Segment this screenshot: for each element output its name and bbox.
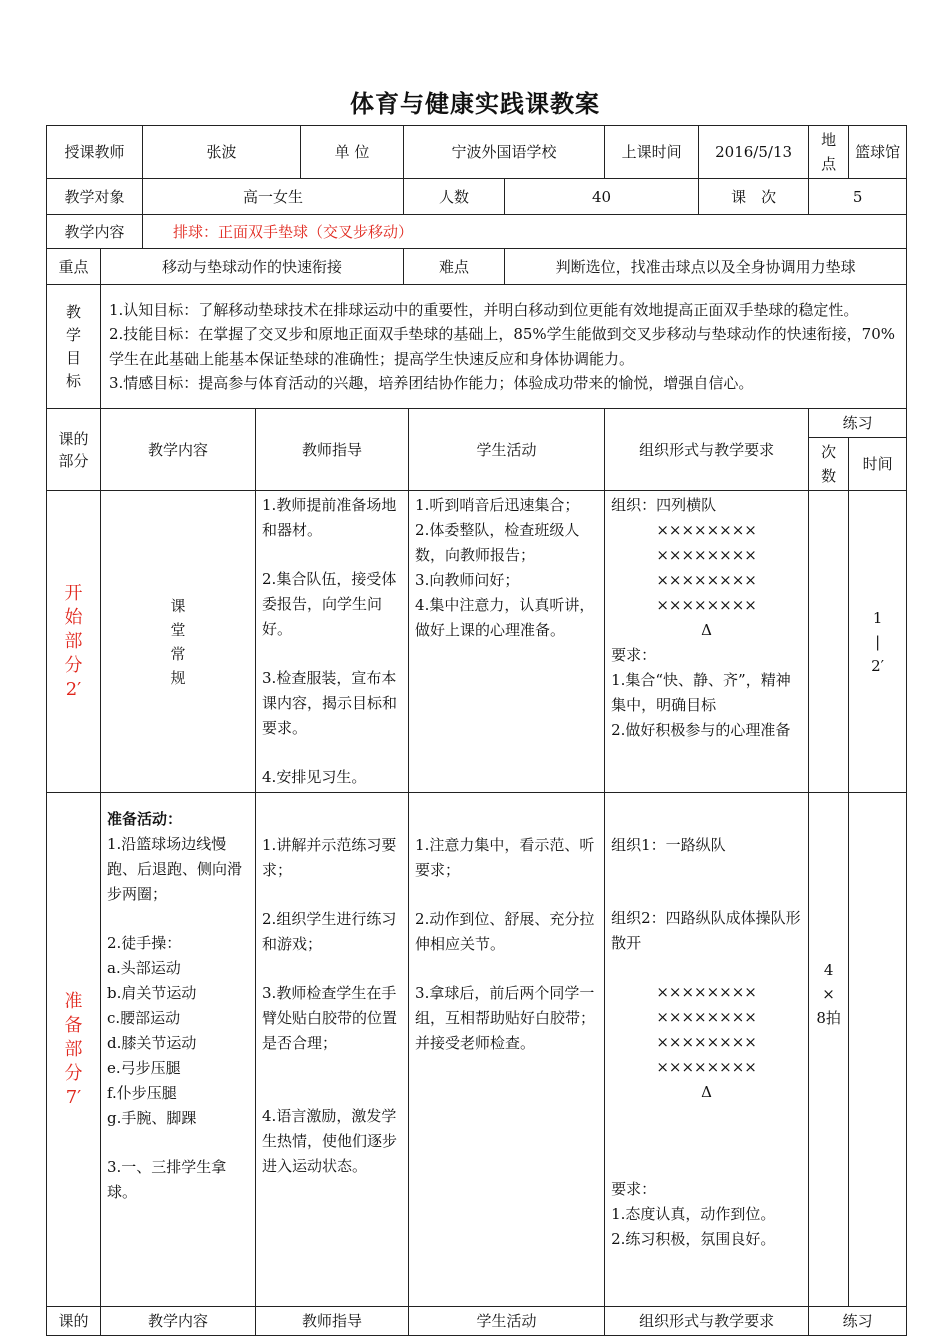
- goal-skill: 2.技能目标：在掌握了交叉步和原地正面双手垫球的基础上，85%学生能做到交叉步移动与垫球动作的快速衔接，70%学生在此基础上能基本保证垫球的准确性；提高学生快速反应和身体协调能力。: [109, 325, 895, 368]
- prep-req: 1.态度认真，动作到位。: [611, 1205, 776, 1223]
- teacher-position-mark: Δ: [701, 621, 712, 639]
- header-duration: 时间: [849, 438, 907, 491]
- prep-part-char: 准: [64, 990, 83, 1012]
- start-student-item: 4.集中注意力，认真听讲，做好上课的心理准备。: [415, 596, 595, 639]
- prep-req-label: 要求：: [611, 1180, 657, 1198]
- start-teacher: [256, 491, 409, 793]
- prep-teacher-item: 2.组织学生进行练习和游戏；: [262, 910, 397, 953]
- object-label: 教学对象: [47, 179, 143, 215]
- prep-content-item: g.手腕、脚踝: [107, 1109, 197, 1127]
- goals-content: [101, 285, 907, 409]
- start-teacher-item: 3.检查服装，宣布本课内容，揭示目标和要求。: [262, 669, 398, 737]
- prep-part-row: [47, 793, 907, 1307]
- start-duration-char: 2′: [871, 656, 885, 675]
- content-value: 排球：正面双手垫球（交叉步移动）: [143, 215, 907, 249]
- header-practice: 练习: [809, 409, 907, 438]
- start-part-row: [47, 491, 907, 793]
- prep-student-item: 1.注意力集中，看示范、听要求；: [415, 836, 595, 879]
- footer-header-row: [47, 1307, 907, 1336]
- place-value: 篮球馆: [849, 126, 907, 179]
- start-req-label: 要求：: [611, 646, 657, 664]
- prep-teacher-item: 3.教师检查学生在手臂处贴白胶带的位置是否合理；: [262, 984, 398, 1052]
- header-content: 教学内容: [101, 409, 256, 491]
- teacher-value: 张波: [143, 126, 301, 179]
- prep-student: [409, 793, 605, 1307]
- start-duration: [849, 491, 907, 793]
- start-teacher-item: 2.集合队伍，接受体委报告，向学生问好。: [262, 570, 397, 638]
- prep-content-title: 准备活动：: [107, 810, 183, 828]
- start-student-item: 1.听到哨音后迅速集合；: [415, 496, 580, 514]
- prep-org-1: 组织1：一路纵队: [611, 836, 726, 854]
- prep-content-item: 1.沿篮球场边线慢跑、后退跑、侧向滑步两圈；: [107, 835, 243, 903]
- formation-row: ××××××××: [656, 1008, 757, 1026]
- goal-cognitive: 1.认知目标：了解移动垫球技术在排球运动中的重要性，并明白移动到位更能有效地提高正面双手垫球的稳定性。: [109, 300, 859, 319]
- prep-content: [101, 793, 256, 1307]
- start-part-char: 分: [64, 654, 83, 676]
- lesson-value: 5: [809, 179, 907, 215]
- info-row-1: [47, 126, 907, 179]
- info-row-2: [47, 179, 907, 215]
- prep-times: [809, 793, 849, 1307]
- formation-row: ××××××××: [656, 571, 757, 589]
- start-teacher-item: 4.安排见习生。: [262, 768, 367, 786]
- prep-part-char: 7′: [65, 1086, 82, 1108]
- start-duration-char: 1: [872, 608, 883, 627]
- prep-content-item: c.腰部运动: [107, 1009, 181, 1027]
- start-part-char: 始: [64, 606, 83, 628]
- header-org: 组织形式与教学要求: [605, 409, 809, 491]
- goals-label-char: 学: [65, 325, 81, 344]
- header-teacher: 教师指导: [256, 409, 409, 491]
- formation-row: ××××××××: [656, 596, 757, 614]
- prep-content-item: d.膝关节运动: [107, 1034, 197, 1052]
- prep-duration: [849, 793, 907, 1307]
- prep-times-char: 4: [823, 961, 834, 979]
- start-content-char: 常: [170, 644, 186, 663]
- start-student: [409, 491, 605, 793]
- prep-content-item: f.仆步压腿: [107, 1084, 177, 1102]
- footer-org: 组织形式与教学要求: [605, 1307, 809, 1336]
- prep-content-item: b.肩关节运动: [107, 984, 197, 1002]
- start-req: 2.做好积极参与的心理准备: [611, 721, 791, 739]
- prep-req: 2.练习积极，氛围良好。: [611, 1230, 776, 1248]
- key-value: 移动与垫球动作的快速衔接: [101, 249, 404, 285]
- start-content-char: 规: [170, 668, 186, 687]
- start-teacher-item: 1.教师提前准备场地和器材。: [262, 496, 397, 539]
- unit-label: 单 位: [301, 126, 404, 179]
- section-header-row: [47, 409, 907, 438]
- object-value: 高一女生: [143, 179, 404, 215]
- prep-part-char: 分: [64, 1062, 83, 1084]
- start-org: [605, 491, 809, 793]
- start-times: [809, 491, 849, 793]
- formation-row: ××××××××: [656, 1033, 757, 1051]
- prep-content-item: 3.一、三排学生拿球。: [107, 1158, 227, 1201]
- diff-label: 难点: [404, 249, 505, 285]
- count-label: 人数: [404, 179, 505, 215]
- goals-label-char: 教: [65, 302, 81, 321]
- footer-content: 教学内容: [101, 1307, 256, 1336]
- start-org-title: 组织：四列横队: [611, 496, 717, 514]
- unit-value: 宁波外国语学校: [404, 126, 605, 179]
- time-label: 上课时间: [605, 126, 699, 179]
- content-label: 教学内容: [47, 215, 143, 249]
- prep-part-char: 备: [64, 1014, 83, 1036]
- diff-value: 判断选位，找准击球点以及全身协调用力垫球: [505, 249, 907, 285]
- start-duration-char: |: [875, 632, 881, 651]
- start-student-item: 2.体委整队，检查班级人数，向教师报告；: [415, 521, 580, 564]
- prep-org-2: 组织2：四路纵队成体操队形散开: [611, 909, 801, 952]
- goals-label-char: 目: [65, 348, 81, 367]
- header-part: 课的部分: [47, 409, 101, 491]
- goals-label: [47, 285, 101, 409]
- teacher-label: 授课教师: [47, 126, 143, 179]
- formation-row: ××××××××: [656, 546, 757, 564]
- prep-content-item: a.头部运动: [107, 959, 181, 977]
- prep-student-item: 2.动作到位、舒展、充分拉伸相应关节。: [415, 910, 595, 953]
- start-part-label: [47, 491, 101, 793]
- footer-part: 课的: [47, 1307, 101, 1336]
- prep-org: [605, 793, 809, 1307]
- start-part-char: 部: [64, 630, 83, 652]
- prep-content-item: 2.徒手操：: [107, 934, 182, 952]
- prep-content-item: e.弓步压腿: [107, 1059, 181, 1077]
- footer-student: 学生活动: [409, 1307, 605, 1336]
- count-value: 40: [505, 179, 699, 215]
- prep-teacher-item: 1.讲解并示范练习要求；: [262, 836, 397, 879]
- header-student: 学生活动: [409, 409, 605, 491]
- page-title: 体育与健康实践课教案: [350, 90, 600, 118]
- prep-student-item: 3.拿球后，前后两个同学一组，互相帮助贴好白胶带；并接受老师检查。: [415, 984, 596, 1052]
- teacher-position-mark: Δ: [701, 1083, 712, 1101]
- start-content-char: 堂: [170, 620, 186, 639]
- prep-part-char: 部: [64, 1038, 83, 1060]
- goals-row: [47, 285, 907, 409]
- goals-label-char: 标: [65, 371, 81, 390]
- lesson-plan-table: [46, 125, 907, 1336]
- info-row-3: [47, 215, 907, 249]
- footer-teacher: 教师指导: [256, 1307, 409, 1336]
- prep-times-char: ×: [822, 985, 835, 1003]
- start-req: 1.集合“快、静、齐”，精神集中，明确目标: [611, 671, 791, 714]
- place-label: 地点: [809, 126, 849, 179]
- lesson-label: 课 次: [699, 179, 809, 215]
- formation-row: ××××××××: [656, 1058, 757, 1076]
- prep-teacher-item: 4.语言激励，激发学生热情，使他们逐步进入运动状态。: [262, 1107, 398, 1175]
- prep-times-char: 8拍: [816, 1009, 841, 1027]
- info-row-4: [47, 249, 907, 285]
- start-content-char: 课: [170, 596, 186, 615]
- time-value: 2016/5/13: [699, 126, 809, 179]
- start-student-item: 3.向教师问好；: [415, 571, 520, 589]
- header-times: 次数: [809, 438, 849, 491]
- start-content: [101, 491, 256, 793]
- formation-row: ××××××××: [656, 983, 757, 1001]
- key-label: 重点: [47, 249, 101, 285]
- start-part-char: 2′: [65, 678, 82, 700]
- prep-teacher: [256, 793, 409, 1307]
- goal-emotion: 3.情感目标：提高参与体育活动的兴趣，培养团结协作能力；体验成功带来的愉悦，增强自信心。: [109, 374, 754, 392]
- start-part-char: 开: [64, 582, 83, 604]
- formation-row: ××××××××: [656, 521, 757, 539]
- prep-part-label: [47, 793, 101, 1307]
- footer-practice: 练习: [809, 1307, 907, 1336]
